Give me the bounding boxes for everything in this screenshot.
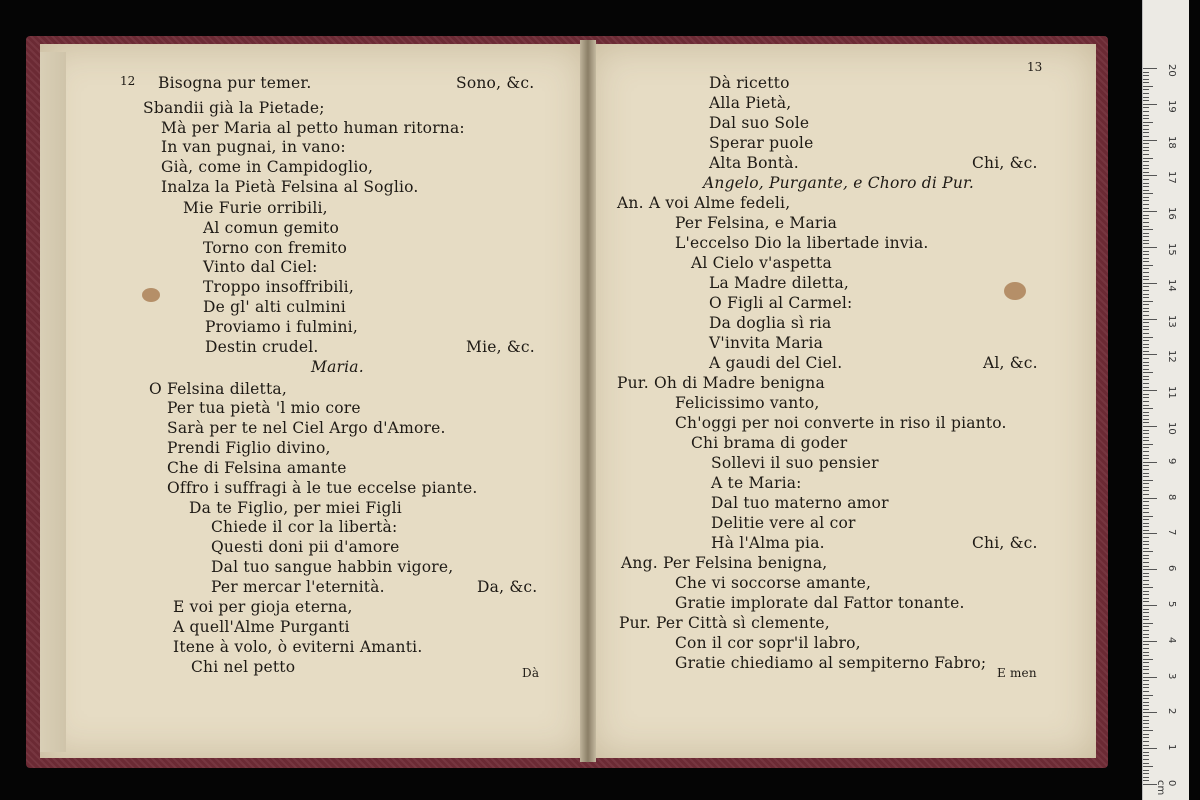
ruler-minor-tick [1143, 143, 1149, 144]
ruler-minor-tick [1143, 619, 1149, 620]
ruler-minor-tick [1143, 612, 1149, 613]
ruler-minor-tick [1143, 440, 1149, 441]
ruler-minor-tick [1143, 333, 1149, 334]
text-line: Sarà per te nel Ciel Argo d'Amore. [167, 419, 446, 437]
ruler-minor-tick [1143, 773, 1149, 774]
ruler-minor-tick [1143, 476, 1149, 477]
ruler-minor-tick [1143, 125, 1149, 126]
ruler-minor-tick [1143, 437, 1149, 438]
text-line: Al comun gemito [203, 219, 339, 237]
text-line: Chi nel petto [191, 658, 296, 676]
ruler-tick [1143, 569, 1157, 570]
ruler-minor-tick [1143, 150, 1149, 151]
ruler-label: 7 [1166, 529, 1177, 536]
ruler-minor-tick [1143, 630, 1149, 631]
ruler-minor-tick [1143, 526, 1149, 527]
ruler-label: 10 [1166, 422, 1177, 435]
ruler-minor-tick [1143, 365, 1149, 366]
ruler-minor-tick [1143, 623, 1153, 624]
ruler-minor-tick [1143, 311, 1149, 312]
ruler-tick [1143, 247, 1157, 248]
ruler-minor-tick [1143, 537, 1149, 538]
text-line: Ang. Per Felsina benigna, [621, 554, 828, 572]
ruler-minor-tick [1143, 716, 1149, 717]
ruler-label: 14 [1166, 278, 1177, 292]
ruler-tick [1143, 175, 1157, 176]
ruler-minor-tick [1143, 329, 1149, 330]
ruler-label: 17 [1166, 171, 1177, 185]
ruler-minor-tick [1143, 655, 1149, 656]
ruler-minor-tick [1143, 555, 1149, 556]
ruler-tick [1143, 354, 1157, 355]
text-line: Pur. Per Città sì clemente, [619, 614, 830, 632]
ruler-minor-tick [1143, 473, 1149, 474]
ruler-minor-tick [1143, 723, 1149, 724]
ruler-minor-tick [1143, 594, 1149, 595]
text-line: E voi per gioja eterna, [173, 598, 353, 616]
ruler-minor-tick [1143, 379, 1149, 380]
ruler-minor-tick [1143, 165, 1149, 166]
ruler-minor-tick [1143, 523, 1149, 524]
ruler-label: 0 cm [1155, 780, 1177, 796]
ruler-minor-tick [1143, 659, 1153, 660]
ruler-minor-tick [1143, 308, 1149, 309]
ruler-minor-tick [1143, 616, 1149, 617]
ruler-minor-tick [1143, 154, 1149, 155]
ruler-minor-tick [1143, 730, 1153, 731]
ruler-minor-tick [1143, 587, 1153, 588]
text-line: Hà l'Alma pia. [711, 534, 825, 552]
ruler-minor-tick [1143, 737, 1149, 738]
ruler-minor-tick [1143, 458, 1149, 459]
ruler-minor-tick [1143, 82, 1149, 83]
ruler-tick [1143, 748, 1157, 749]
text-line: Mie Furie orribili, [183, 199, 328, 217]
ruler-minor-tick [1143, 344, 1149, 345]
ruler-minor-tick [1143, 222, 1149, 223]
ruler-tick [1143, 426, 1157, 427]
text-line: Da doglia sì ria [709, 314, 832, 332]
ruler-minor-tick [1143, 548, 1149, 549]
ruler-minor-tick [1143, 251, 1149, 252]
text-line: Per Felsina, e Maria [675, 214, 838, 232]
text-line: In van pugnai, in vano: [161, 138, 346, 156]
book-gutter [580, 40, 596, 762]
text-line: Delitie vere al cor [711, 514, 856, 532]
ruler-label: 8 [1166, 493, 1177, 500]
ruler-minor-tick [1143, 516, 1153, 517]
ruler-minor-tick [1143, 301, 1153, 302]
ruler-minor-tick [1143, 584, 1149, 585]
ruler-minor-tick [1143, 752, 1149, 753]
ruler-minor-tick [1143, 107, 1149, 108]
ruler-minor-tick [1143, 258, 1149, 259]
ruler-label: 2 [1166, 708, 1177, 715]
text-line: Dal tuo materno amor [711, 494, 889, 512]
ruler-minor-tick [1143, 89, 1149, 90]
ruler-label: 1 [1166, 744, 1177, 751]
text-line: L'eccelso Dio la libertade invia. [675, 234, 929, 252]
ruler-minor-tick [1143, 215, 1149, 216]
ruler-minor-tick [1143, 505, 1149, 506]
ruler-minor-tick [1143, 487, 1149, 488]
ruler-minor-tick [1143, 680, 1149, 681]
ruler-minor-tick [1143, 519, 1149, 520]
text-line: Per mercar l'eternità. [211, 578, 385, 596]
ruler-minor-tick [1143, 662, 1149, 663]
ruler-minor-tick [1143, 447, 1149, 448]
text-line: A gaudi del Ciel. [709, 354, 843, 372]
text-line: Ch'oggi per noi converte in riso il pianto. [675, 414, 1007, 432]
text-line: Sperar puole [709, 134, 814, 152]
text-line: Troppo insoffribili, [203, 278, 354, 296]
ruler-minor-tick [1143, 75, 1149, 76]
ruler-minor-tick [1143, 397, 1149, 398]
ruler-minor-tick [1143, 770, 1149, 771]
ruler-minor-tick [1143, 79, 1149, 80]
text-line: Proviamo i fulmini, [205, 318, 358, 336]
ruler-minor-tick [1143, 601, 1149, 602]
ruler-minor-tick [1143, 691, 1149, 692]
ruler-tick [1143, 677, 1157, 678]
stain-right [1004, 282, 1026, 300]
ruler-minor-tick [1143, 451, 1149, 452]
ruler-minor-tick [1143, 598, 1149, 599]
ruler-label: 18 [1166, 135, 1177, 149]
text-line: Chi, &c. [972, 534, 1038, 552]
text-line: Torno con fremito [203, 239, 347, 257]
ruler-minor-tick [1143, 304, 1149, 305]
ruler-minor-tick [1143, 294, 1149, 295]
right-page-number: 13 [1027, 60, 1043, 74]
ruler-minor-tick [1143, 279, 1149, 280]
ruler-minor-tick [1143, 172, 1149, 173]
text-line: Già, come in Campidoglio, [161, 158, 374, 176]
ruler-minor-tick [1143, 433, 1149, 434]
ruler-minor-tick [1143, 551, 1153, 552]
ruler-minor-tick [1143, 218, 1149, 219]
text-line: V'invita Maria [709, 334, 824, 352]
ruler-minor-tick [1143, 136, 1149, 137]
text-line: Per tua pietà 'l mio core [167, 399, 361, 417]
text-line: Sono, &c. [456, 74, 535, 92]
ruler-minor-tick [1143, 652, 1149, 653]
ruler-minor-tick [1143, 415, 1149, 416]
ruler-minor-tick [1143, 254, 1149, 255]
ruler-minor-tick [1143, 394, 1149, 395]
ruler-minor-tick [1143, 147, 1149, 148]
ruler-minor-tick [1143, 208, 1149, 209]
ruler-minor-tick [1143, 512, 1149, 513]
stain-left [142, 288, 160, 302]
ruler-label: 6 [1166, 565, 1177, 572]
ruler-minor-tick [1143, 326, 1149, 327]
ruler-minor-tick [1143, 777, 1149, 778]
ruler-minor-tick [1143, 494, 1149, 495]
ruler-minor-tick [1143, 709, 1149, 710]
ruler-minor-tick [1143, 132, 1149, 133]
text-line: Destin crudel. [205, 338, 319, 356]
ruler-minor-tick [1143, 408, 1153, 409]
left-page-edge [40, 52, 66, 752]
ruler-minor-tick [1143, 637, 1149, 638]
ruler-minor-tick [1143, 183, 1149, 184]
ruler-minor-tick [1143, 455, 1149, 456]
text-line: Gratie implorate dal Fattor tonante. [675, 594, 965, 612]
ruler-minor-tick [1143, 233, 1149, 234]
text-line: Che di Felsina amante [167, 459, 347, 477]
ruler-minor-tick [1143, 186, 1149, 187]
ruler-minor-tick [1143, 634, 1149, 635]
ruler-minor-tick [1143, 111, 1149, 112]
ruler-minor-tick [1143, 129, 1149, 130]
ruler-minor-tick [1143, 644, 1149, 645]
ruler-minor-tick [1143, 197, 1149, 198]
ruler-label: 15 [1166, 243, 1177, 256]
text-line: Chi brama di goder [691, 434, 848, 452]
ruler-minor-tick [1143, 573, 1149, 574]
ruler-minor-tick [1143, 315, 1149, 316]
text-line: Da te Figlio, per miei Figli [189, 499, 402, 517]
ruler-minor-tick [1143, 558, 1149, 559]
ruler-minor-tick [1143, 236, 1149, 237]
ruler-label: 11 [1166, 386, 1177, 399]
text-line: O Felsina diletta, [149, 380, 287, 398]
ruler-minor-tick [1143, 412, 1149, 413]
text-line: Offro i suffragi à le tue eccelse piante. [167, 479, 478, 497]
ruler-minor-tick [1143, 168, 1149, 169]
ruler-tick [1143, 319, 1157, 320]
ruler-label: 9 [1166, 457, 1177, 465]
ruler-minor-tick [1143, 322, 1149, 323]
text-line: An. A voi Alme fedeli, [617, 194, 791, 212]
ruler-minor-tick [1143, 118, 1149, 119]
ruler-minor-tick [1143, 200, 1149, 201]
ruler-minor-tick [1143, 669, 1149, 670]
ruler-minor-tick [1143, 401, 1149, 402]
ruler-minor-tick [1143, 93, 1149, 94]
text-line: Da, &c. [477, 578, 538, 596]
ruler-minor-tick [1143, 698, 1149, 699]
ruler-minor-tick [1143, 97, 1149, 98]
text-line: Al, &c. [983, 354, 1038, 372]
ruler-tick [1143, 605, 1157, 606]
ruler-minor-tick [1143, 190, 1149, 191]
ruler-minor-tick [1143, 243, 1149, 244]
ruler-minor-tick [1143, 508, 1149, 509]
ruler-minor-tick [1143, 405, 1149, 406]
ruler-minor-tick [1143, 705, 1149, 706]
ruler-minor-tick [1143, 372, 1153, 373]
ruler-tick [1143, 712, 1157, 713]
ruler-minor-tick [1143, 591, 1149, 592]
text-line: Angelo, Purgante, e Choro di Pur. [703, 174, 975, 192]
ruler-minor-tick [1143, 122, 1153, 123]
ruler-tick [1143, 104, 1157, 105]
ruler-minor-tick [1143, 684, 1149, 685]
ruler-minor-tick [1143, 383, 1149, 384]
ruler-label: 13 [1166, 314, 1177, 328]
text-line: Bisogna pur temer. [158, 74, 312, 92]
ruler-minor-tick [1143, 566, 1149, 567]
ruler-minor-tick [1143, 763, 1149, 764]
ruler-minor-tick [1143, 276, 1149, 277]
text-line: Alta Bontà. [709, 154, 799, 172]
text-line: Sbandii già la Pietade; [143, 99, 325, 117]
text-line: O Figli al Carmel: [709, 294, 853, 312]
ruler-minor-tick [1143, 272, 1149, 273]
ruler-label: 4 [1166, 636, 1177, 644]
ruler-label: 5 [1166, 601, 1177, 608]
ruler-minor-tick [1143, 337, 1153, 338]
ruler-minor-tick [1143, 541, 1149, 542]
ruler-minor-tick [1143, 626, 1149, 627]
text-line: Gratie chiediamo al sempiterno Fabro; [675, 654, 987, 672]
text-line: Vinto dal Ciel: [203, 258, 318, 276]
ruler-label: 19 [1166, 99, 1177, 113]
ruler-minor-tick [1143, 609, 1149, 610]
ruler-minor-tick [1143, 340, 1149, 341]
ruler-minor-tick [1143, 229, 1153, 230]
ruler-minor-tick [1143, 351, 1149, 352]
text-line: Mà per Maria al petto human ritorna: [161, 119, 465, 137]
ruler-minor-tick [1143, 161, 1149, 162]
ruler-minor-tick [1143, 387, 1149, 388]
ruler-minor-tick [1143, 780, 1149, 781]
ruler-minor-tick [1143, 362, 1149, 363]
ruler-tick [1143, 211, 1157, 212]
text-line: Che vi soccorse amante, [675, 574, 872, 592]
ruler-minor-tick [1143, 193, 1153, 194]
ruler-minor-tick [1143, 422, 1149, 423]
ruler-minor-tick [1143, 702, 1149, 703]
ruler-minor-tick [1143, 727, 1149, 728]
ruler-minor-tick [1143, 734, 1149, 735]
ruler-tick [1143, 641, 1157, 642]
ruler-label: 12 [1166, 350, 1177, 364]
text-line: Itene à volo, ò eviterni Amanti. [173, 638, 423, 656]
ruler-minor-tick [1143, 755, 1149, 756]
text-line: Chiede il cor la libertà: [211, 518, 398, 536]
ruler-tick [1143, 390, 1157, 391]
ruler-minor-tick [1143, 286, 1149, 287]
text-line: Alla Pietà, [709, 94, 792, 112]
ruler-minor-tick [1143, 265, 1153, 266]
ruler-tick [1143, 68, 1157, 69]
ruler-minor-tick [1143, 576, 1149, 577]
text-line: Sollevi il suo pensier [711, 454, 879, 472]
text-line: Chi, &c. [972, 154, 1038, 172]
ruler-minor-tick [1143, 430, 1149, 431]
ruler-label: 16 [1166, 207, 1177, 220]
ruler-minor-tick [1143, 720, 1149, 721]
ruler-tick [1143, 498, 1157, 499]
text-line: A te Maria: [711, 474, 802, 492]
ruler-minor-tick [1143, 759, 1149, 760]
ruler-minor-tick [1143, 483, 1149, 484]
ruler-minor-tick [1143, 501, 1149, 502]
ruler-minor-tick [1143, 465, 1149, 466]
text-line: Questi doni pii d'amore [211, 538, 400, 556]
ruler-minor-tick [1143, 580, 1149, 581]
text-line: De gl' alti culmini [203, 298, 346, 316]
ruler-minor-tick [1143, 444, 1153, 445]
ruler-minor-tick [1143, 100, 1149, 101]
ruler-tick [1143, 140, 1157, 141]
ruler-minor-tick [1143, 544, 1149, 545]
ruler-minor-tick [1143, 86, 1153, 87]
text-line: Dà [522, 666, 540, 680]
ruler-minor-tick [1143, 480, 1153, 481]
ruler-minor-tick [1143, 72, 1149, 73]
text-line: Maria. [311, 358, 364, 376]
ruler-minor-tick [1143, 469, 1149, 470]
ruler-minor-tick [1143, 673, 1149, 674]
ruler-minor-tick [1143, 369, 1149, 370]
left-page-number: 12 [120, 74, 136, 88]
ruler-tick [1143, 533, 1157, 534]
scale-ruler [1142, 0, 1189, 800]
ruler-minor-tick [1143, 261, 1149, 262]
ruler-minor-tick [1143, 268, 1149, 269]
text-line: Inalza la Pietà Felsina al Soglio. [161, 178, 419, 196]
ruler-minor-tick [1143, 240, 1149, 241]
ruler-minor-tick [1143, 419, 1149, 420]
ruler-minor-tick [1143, 297, 1149, 298]
ruler-minor-tick [1143, 687, 1149, 688]
ruler-minor-tick [1143, 158, 1153, 159]
ruler-minor-tick [1143, 741, 1149, 742]
text-line: Prendi Figlio divino, [167, 439, 331, 457]
text-line: Con il cor sopr'il labro, [675, 634, 861, 652]
text-line: La Madre diletta, [709, 274, 850, 292]
ruler-minor-tick [1143, 358, 1149, 359]
text-line: A quell'Alme Purganti [173, 618, 350, 636]
ruler-minor-tick [1143, 226, 1149, 227]
ruler-minor-tick [1143, 648, 1149, 649]
ruler-minor-tick [1143, 530, 1149, 531]
ruler-minor-tick [1143, 290, 1149, 291]
ruler-label: 20 [1166, 64, 1177, 77]
text-line: Pur. Oh di Madre benigna [617, 374, 825, 392]
ruler-minor-tick [1143, 179, 1149, 180]
ruler-tick [1143, 462, 1157, 463]
ruler-minor-tick [1143, 376, 1149, 377]
ruler-minor-tick [1143, 766, 1153, 767]
ruler-minor-tick [1143, 115, 1149, 116]
ruler-minor-tick [1143, 562, 1149, 563]
text-line: Mie, &c. [466, 338, 535, 356]
ruler-minor-tick [1143, 490, 1149, 491]
ruler-label: 3 [1166, 672, 1177, 679]
ruler-minor-tick [1143, 666, 1149, 667]
ruler-minor-tick [1143, 745, 1149, 746]
ruler-minor-tick [1143, 347, 1149, 348]
text-line: E men [997, 666, 1037, 680]
text-line: Dal suo Sole [709, 114, 810, 132]
ruler-minor-tick [1143, 204, 1149, 205]
ruler-minor-tick [1143, 695, 1153, 696]
text-line: Dà ricetto [709, 74, 790, 92]
ruler-tick [1143, 283, 1157, 284]
text-line: Al Cielo v'aspetta [691, 254, 832, 272]
text-line: Felicissimo vanto, [675, 394, 820, 412]
text-line: Dal tuo sangue habbin vigore, [211, 558, 454, 576]
